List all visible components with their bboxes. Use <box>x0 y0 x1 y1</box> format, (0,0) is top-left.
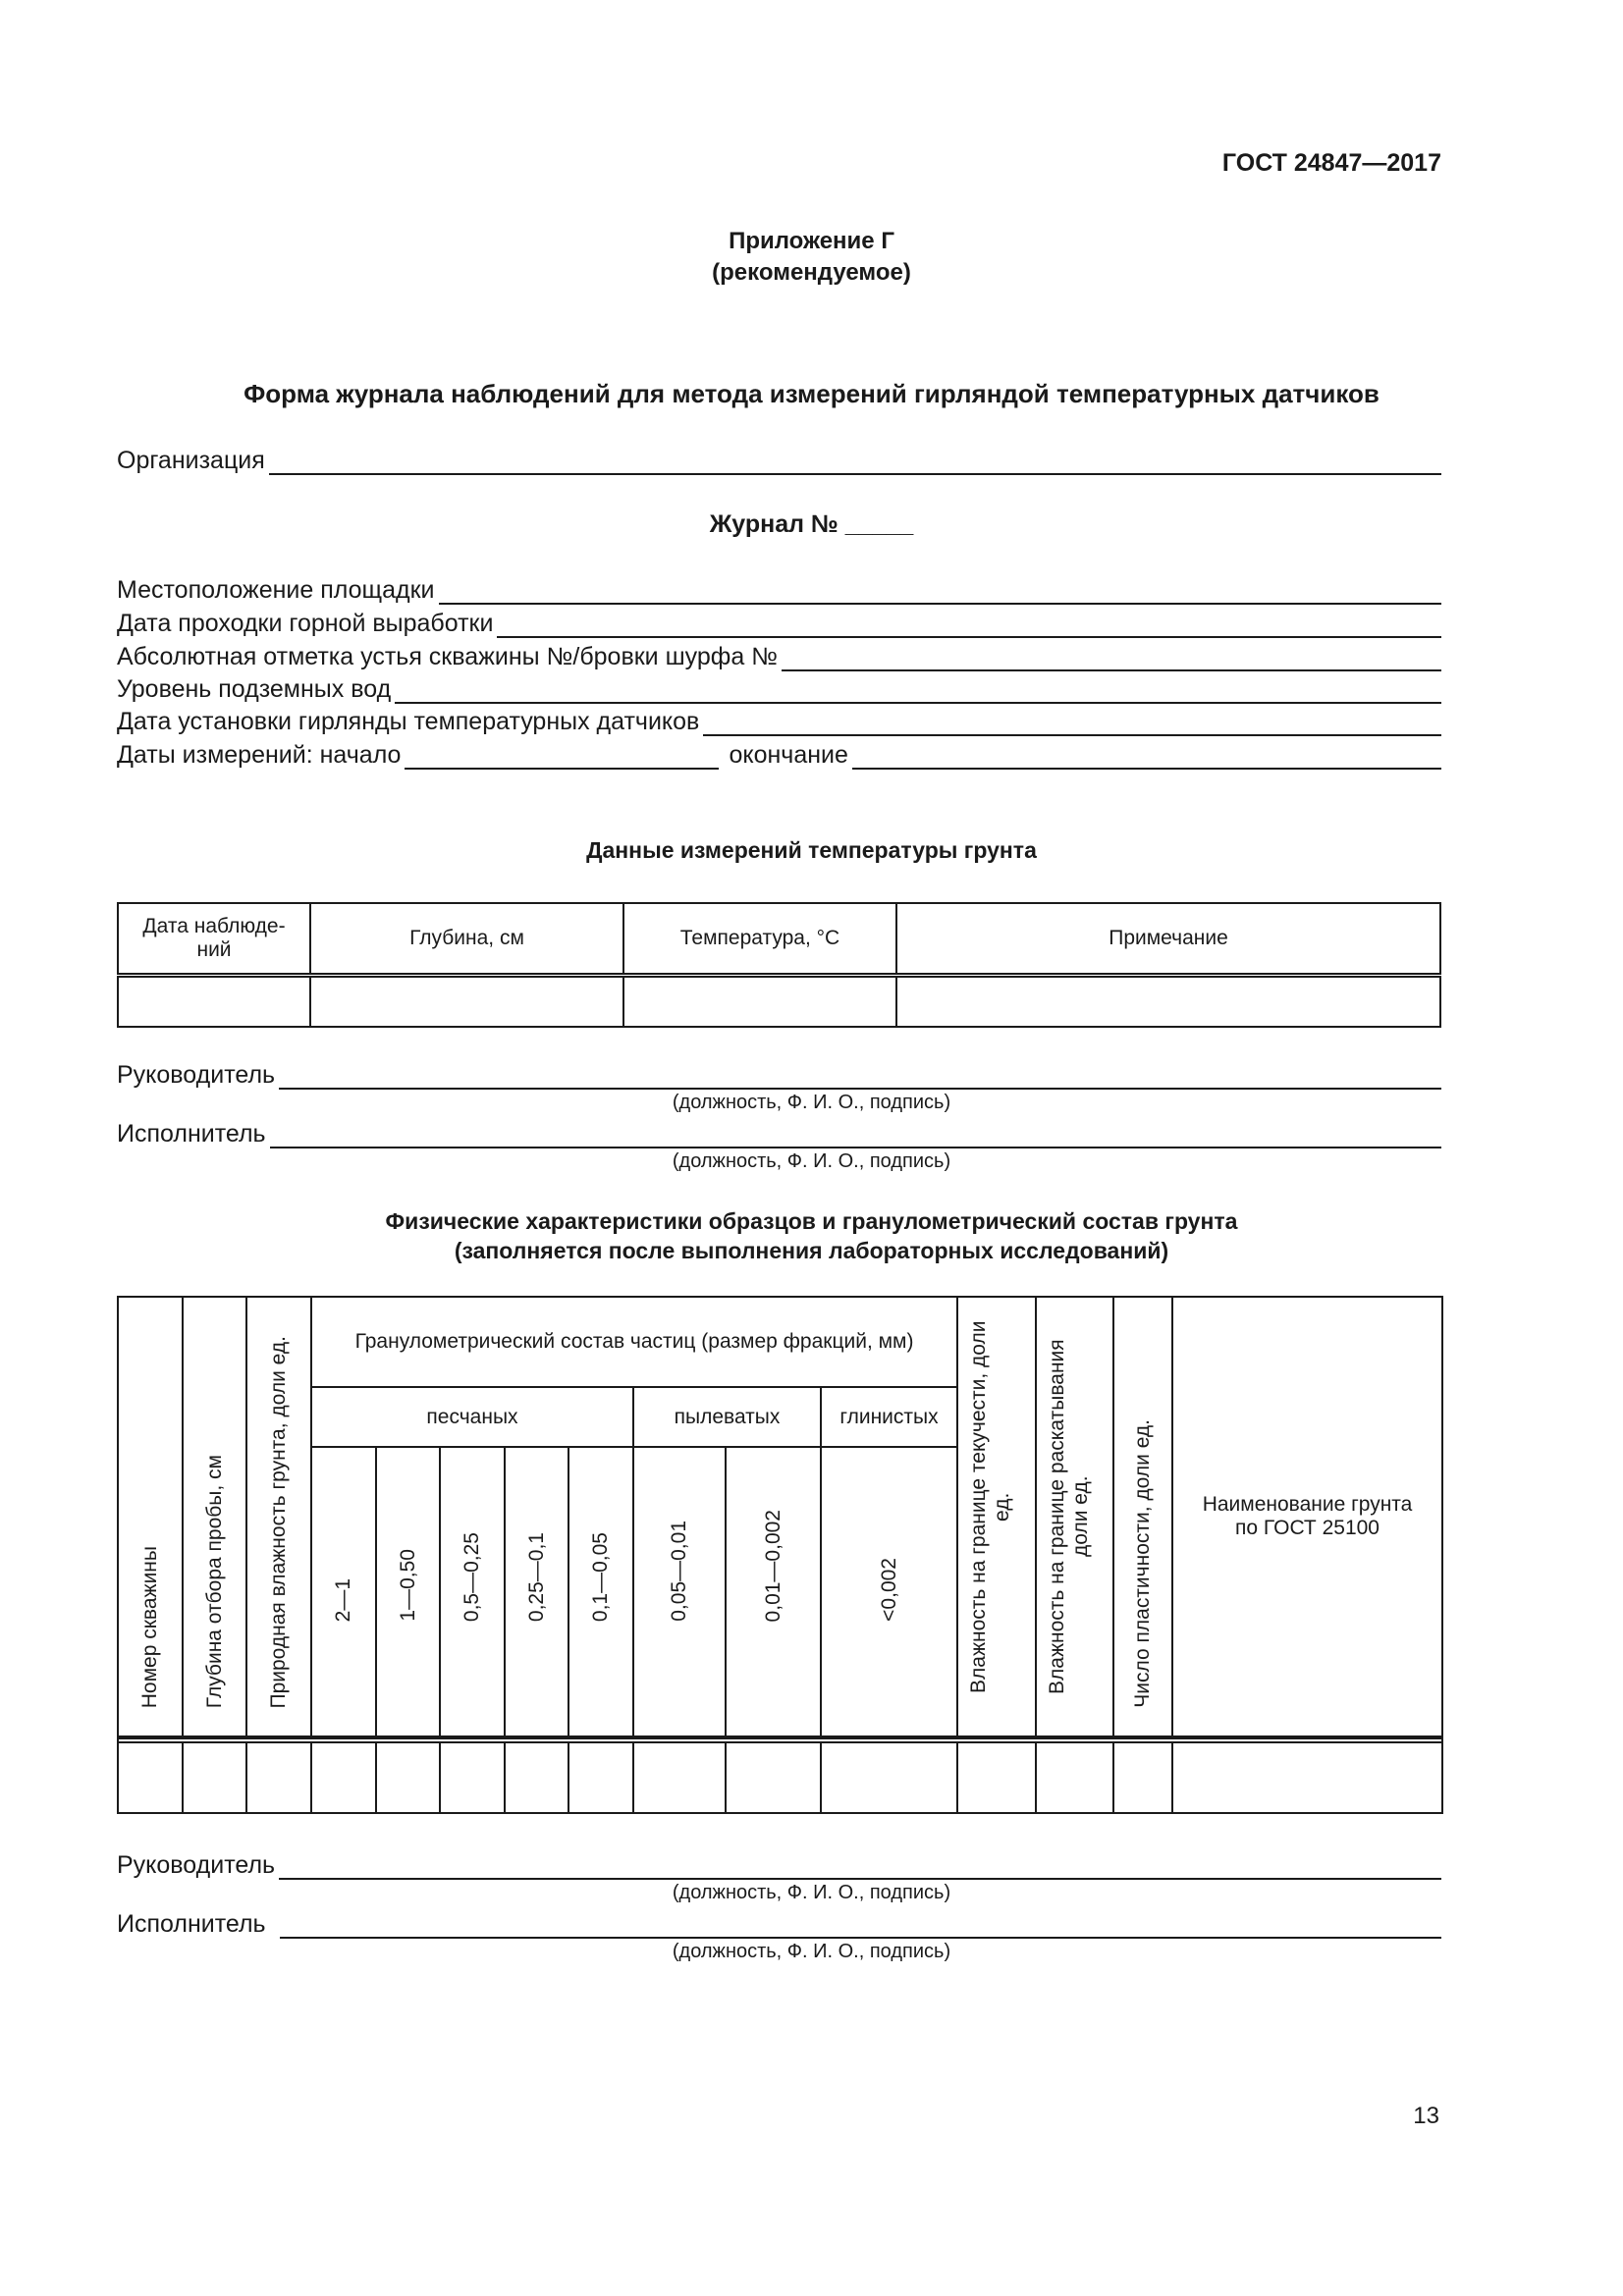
executor-field-2[interactable] <box>280 1913 1441 1939</box>
location-field[interactable] <box>439 579 1442 605</box>
measure-start-label: Даты измерений: начало <box>117 741 402 769</box>
install-date-field[interactable] <box>703 711 1441 736</box>
table2-title-line2: (заполняется после выполнения лабораторных исследований) <box>454 1238 1169 1263</box>
head-caption-1: (должность, Ф. И. О., подпись) <box>672 1092 951 1113</box>
header-note: Примечание <box>896 903 1440 976</box>
organization-label: Организация <box>117 447 265 474</box>
measure-start-field[interactable] <box>405 744 719 770</box>
elevation-field[interactable] <box>782 646 1441 671</box>
head-label-2: Руководитель <box>117 1851 276 1879</box>
header-fraction-005-001: 0,05—0,01 <box>633 1447 726 1737</box>
measure-end-label: окончание <box>729 741 848 769</box>
executor-signature-line-1 <box>117 1117 1441 1148</box>
soil-characteristics-table <box>117 1296 1443 1814</box>
cell-fraction-1-050[interactable] <box>376 1742 440 1813</box>
drilling-date-label: Дата проходки горной выработки <box>117 610 494 637</box>
table2-header-row-1 <box>118 1297 1442 1387</box>
cell-temperature[interactable] <box>623 976 896 1028</box>
cell-fraction-025-01[interactable] <box>505 1742 568 1813</box>
cell-note[interactable] <box>896 976 1440 1028</box>
organization-line <box>117 444 1441 475</box>
header-fraction-01-005: 0,1—0,05 <box>568 1447 633 1737</box>
executor-label-1: Исполнитель <box>117 1120 266 1148</box>
header-fraction-lt-0002: <0,002 <box>821 1447 957 1737</box>
header-group-silt: пылеватых <box>633 1387 821 1447</box>
head-label-1: Руководитель <box>117 1061 276 1089</box>
header-liquid-limit: Влажность на границе текучести, доли ед. <box>957 1297 1036 1737</box>
location-line <box>117 573 1441 605</box>
standard-number: ГОСТ 24847—2017 <box>1221 149 1441 177</box>
header-temperature: Температура, °С <box>623 903 896 976</box>
location-label: Местоположение площадки <box>117 576 435 604</box>
measure-end-field[interactable] <box>852 744 1441 770</box>
header-group-clay: глинистых <box>821 1387 957 1447</box>
cell-fraction-lt-0002[interactable] <box>821 1742 957 1813</box>
elevation-label: Абсолютная отметка устья скважины №/бровки шурфа № <box>117 643 778 670</box>
header-fraction-2-1: 2—1 <box>311 1447 376 1737</box>
install-date-label: Дата установки гирлянды температурных датчиков <box>117 708 700 735</box>
cell-fraction-001-0002[interactable] <box>726 1742 821 1813</box>
executor-caption-2: (должность, Ф. И. О., подпись) <box>672 1941 951 1962</box>
cell-soil-name[interactable] <box>1172 1742 1442 1813</box>
appendix-status: (рекомендуемое) <box>712 259 911 286</box>
page-number: 13 <box>1413 2103 1439 2129</box>
cell-fraction-01-005[interactable] <box>568 1742 633 1813</box>
executor-caption-1: (должность, Ф. И. О., подпись) <box>672 1150 951 1172</box>
table1-title: Данные измерений температуры грунта <box>586 837 1037 863</box>
cell-well-number[interactable] <box>118 1742 183 1813</box>
header-observation-date: Дата наблюде-ний <box>118 903 310 976</box>
header-soil-name: Наименование грунта по ГОСТ 25100 <box>1172 1297 1442 1737</box>
cell-fraction-05-025[interactable] <box>440 1742 505 1813</box>
elevation-line <box>117 640 1441 671</box>
head-signature-line-2 <box>117 1848 1441 1880</box>
temperature-table <box>117 902 1441 1028</box>
cell-liquid-limit[interactable] <box>957 1742 1036 1813</box>
header-well-number: Номер скважины <box>118 1297 183 1737</box>
header-natural-moisture: Природная влажность грунта, доли ед. <box>246 1297 311 1737</box>
groundwater-line <box>117 672 1441 704</box>
organization-field[interactable] <box>269 450 1441 475</box>
cell-plastic-limit[interactable] <box>1036 1742 1113 1813</box>
header-fraction-05-025: 0,5—0,25 <box>440 1447 505 1737</box>
groundwater-field[interactable] <box>395 678 1441 704</box>
header-depth: Глубина, см <box>310 903 623 976</box>
cell-sampling-depth[interactable] <box>183 1742 246 1813</box>
executor-signature-line-2 <box>117 1907 1441 1939</box>
header-fraction-025-01: 0,25—0,1 <box>505 1447 568 1737</box>
measure-dates-line <box>117 738 1441 770</box>
head-field-1[interactable] <box>279 1064 1441 1090</box>
cell-natural-moisture[interactable] <box>246 1742 311 1813</box>
drilling-date-field[interactable] <box>497 613 1441 638</box>
drilling-date-line <box>117 607 1441 638</box>
cell-plasticity-index[interactable] <box>1113 1742 1172 1813</box>
cell-fraction-2-1[interactable] <box>311 1742 376 1813</box>
executor-label-2: Исполнитель <box>117 1910 266 1938</box>
header-fraction-001-0002: 0,01—0,002 <box>726 1447 821 1737</box>
table-header-row <box>118 903 1440 976</box>
head-signature-line-1 <box>117 1058 1441 1090</box>
form-title: Форма журнала наблюдений для метода измерений гирляндой температурных датчиков <box>243 379 1380 408</box>
cell-observation-date[interactable] <box>118 976 310 1028</box>
head-caption-2: (должность, Ф. И. О., подпись) <box>672 1882 951 1903</box>
executor-field-1[interactable] <box>270 1123 1441 1148</box>
head-field-2[interactable] <box>279 1854 1441 1880</box>
appendix-title: Приложение Г <box>729 228 894 254</box>
header-granulometric: Гранулометрический состав частиц (размер фракций, мм) <box>311 1297 957 1387</box>
install-date-line <box>117 705 1441 736</box>
table-row <box>118 1742 1442 1813</box>
cell-depth[interactable] <box>310 976 623 1028</box>
cell-fraction-005-001[interactable] <box>633 1742 726 1813</box>
header-group-sand: песчаных <box>311 1387 633 1447</box>
groundwater-label: Уровень подземных вод <box>117 675 392 703</box>
table2-title-line1: Физические характеристики образцов и гранулометрический состав грунта <box>385 1208 1238 1234</box>
header-fraction-1-050: 1—0,50 <box>376 1447 440 1737</box>
header-plasticity-index: Число пластичности, доли ед. <box>1113 1297 1172 1737</box>
journal-label: Журнал № _____ <box>709 510 914 538</box>
table-row <box>118 976 1440 1028</box>
header-sampling-depth: Глубина отбора пробы, см <box>183 1297 246 1737</box>
header-plastic-limit: Влажность на границе раскатывания доли ед. <box>1036 1297 1113 1737</box>
